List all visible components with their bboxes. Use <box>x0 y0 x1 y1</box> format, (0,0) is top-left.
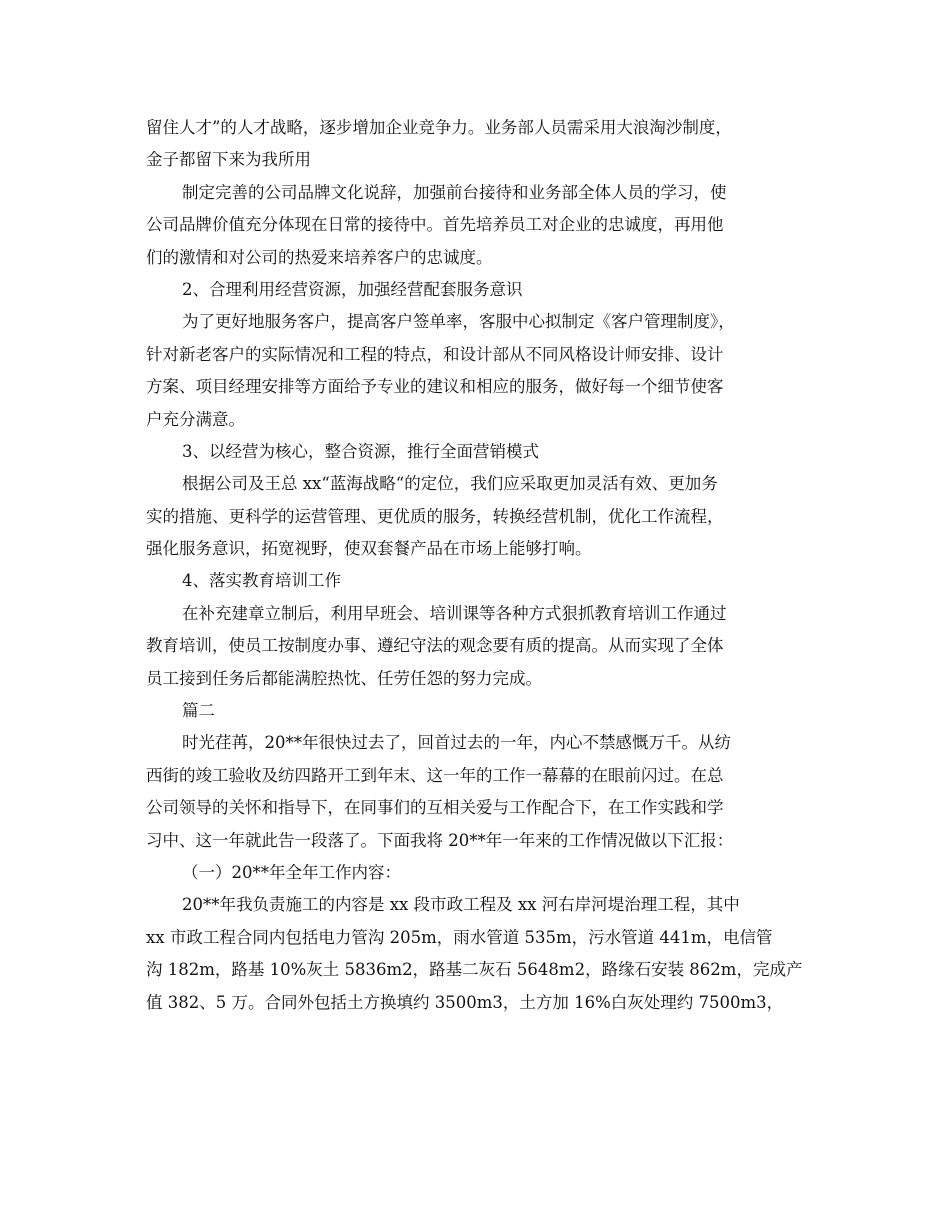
text-line: 为了更好地服务客户，提高客户签单率，客服中心拟制定《客户管理制度》， <box>182 312 735 332</box>
text-line: 公司品牌价值充分体现在日常的接待中。首先培养员工对企业的忠诚度，再用他 <box>146 215 724 235</box>
text-line: 在补充建章立制后，利用早班会、培训课等各种方式狠抓教育培训工作通过 <box>182 603 727 623</box>
text-line: xx 市政工程合同内包括电力管沟 205m，雨水管道 535m，污水管道 441m，电信管 <box>146 927 773 947</box>
text-line: 员工接到任务后都能满腔热忱、任劳任怨的努力完成。 <box>146 668 542 688</box>
text-line: 习中、这一年就此告一段落了。下面我将 20**年一年来的工作情况做以下汇报： <box>146 830 734 850</box>
text-line: 时光荏苒，20**年很快过去了，回首过去的一年，内心不禁感慨万千。从纺 <box>182 733 731 753</box>
text-line: 篇二 <box>182 701 215 721</box>
text-line: 方案、项目经理安排等方面给予专业的建议和相应的服务，做好每一个细节使客 <box>146 377 724 397</box>
document-body <box>146 112 806 1019</box>
text-line: （一）20**年全年工作内容： <box>182 862 401 882</box>
text-line: 沟 182m，路基 10%灰土 5836m2，路基二灰石 5648m2，路缘石安装 862m，完成产 <box>146 960 803 980</box>
text-line: 留住人才”的人才战略，逐步增加企业竞争力。业务部人员需采用大浪淘沙制度， <box>146 118 732 137</box>
text-line: 教育培训，使员工按制度办事、遵纪守法的观念要有质的提高。从而实现了全体 <box>146 636 724 656</box>
text-line: 西街的竣工验收及纺四路开工到年末、这一年的工作一幕幕的在眼前闪过。在总 <box>146 765 724 785</box>
text-line: 根据公司及王总 xx“蓝海战略“的定位，我们应采取更加灵活有效、更加务 <box>182 474 718 494</box>
text-line: 针对新老客户的实际情况和工程的特点，和设计部从不同风格设计师安排、设计 <box>146 344 724 364</box>
text-line: 户充分满意。 <box>146 409 245 429</box>
text-line: 金子都留下来为我所用 <box>146 150 311 170</box>
text-line: 4、落实教育培训工作 <box>182 571 341 591</box>
text-line: 们的激情和对公司的热爱来培养客户的忠诚度。 <box>146 247 493 267</box>
text-line: 20**年我负责施工的内容是 xx 段市政工程及 xx 河右岸河堤治理工程，其中 <box>182 895 740 915</box>
text-line: 强化服务意识，拓宽视野，使双套餐产品在市场上能够打响。 <box>146 539 592 559</box>
text-line: 公司领导的关怀和指导下，在同事们的互相关爱与工作配合下，在工作实践和学 <box>146 798 724 818</box>
text-line: 制定完善的公司品牌文化说辞，加强前台接待和业务部全体人员的学习，使 <box>182 182 727 202</box>
text-line: 3、以经营为核心，整合资源，推行全面营销模式 <box>182 441 539 461</box>
text-line: 实的措施、更科学的运营管理、更优质的服务，转换经营机制，优化工作流程， <box>146 506 724 526</box>
text-line: 值 382、5 万。合同外包括土方换填约 3500m3，土方加 16%白灰处理约 7500m3， <box>146 992 784 1012</box>
text-line: 2、合理利用经营资源，加强经营配套服务意识 <box>182 279 523 299</box>
